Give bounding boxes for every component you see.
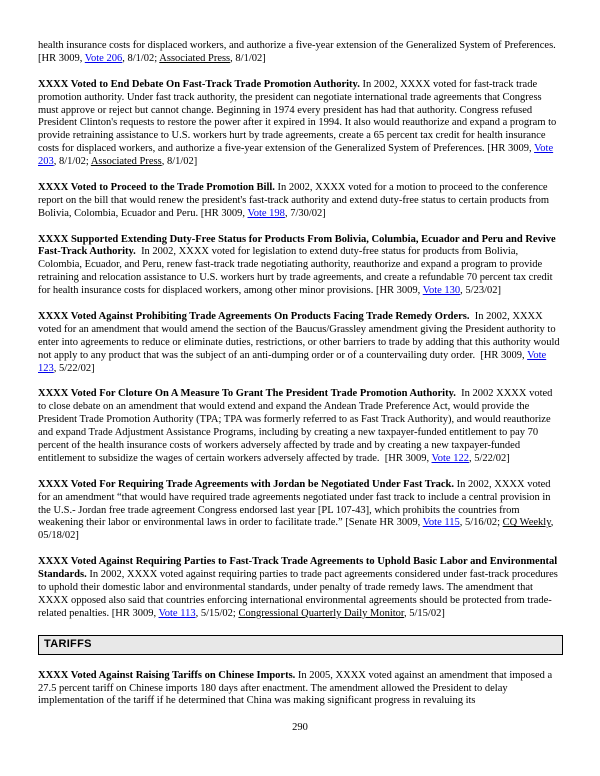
text-run: , 5/15/02; bbox=[195, 607, 239, 619]
bold-heading-run: XXXX Voted Against Requiring Parties to Fast-Track Trade Agreements to Uphold Basic Labor and Environmental Standards. bbox=[38, 556, 558, 581]
text-run: In 2002, XXXX voted for a motion to proceed to the conference report on the bill that would renew the president's fast-track authority and extend duty-free status to certain products from Bolivia, Colombia, Ecuador and Peru. [HR 3009, bbox=[38, 181, 549, 219]
paragraph-continuation bbox=[38, 40, 563, 66]
vote-link[interactable]: Vote 113 bbox=[158, 607, 196, 619]
paragraph-proceed-trade-promotion-bill bbox=[38, 182, 563, 221]
section-header-label: TARIFFS bbox=[44, 637, 92, 650]
text-run: In 2002, XXXX voted for fast-track trade promotion authority. Under fast track authority, the president can negotiate international trade agreements that Congress must approve or reject but cannot change. Beginning in 1974 every president has had that authority. Congress refused President Clinton's requests to restore the power after it expired in 1994. It also would reauthorize and expand a program to provide retraining assistance to U.S. workers hurt by trade agreements, create a 65 percent tax credit for health insurance costs for displaced workers, and authorize a five-year extension of the Generalized System of Preferences. [HR 3009, bbox=[38, 78, 557, 155]
text-run: , 5/16/02; bbox=[459, 517, 503, 529]
text-run: , 8/1/02; bbox=[122, 52, 160, 64]
bold-heading-run: XXXX Voted For Requiring Trade Agreements with Jordan be Negotiated Under Fast Track. bbox=[38, 478, 457, 490]
text-run: , 8/1/02] bbox=[230, 52, 266, 64]
text-run: , 8/1/02] bbox=[161, 156, 198, 168]
vote-link[interactable]: Vote 115 bbox=[422, 517, 460, 529]
bold-heading-run: XXXX Voted Against Raising Tariffs on Chinese Imports. bbox=[38, 669, 298, 681]
underlined-source-run: Associated Press bbox=[90, 156, 162, 168]
underlined-source-run: Congressional Quarterly Daily Monitor bbox=[238, 607, 404, 619]
underlined-source-run: CQ Weekly bbox=[502, 517, 551, 529]
text-run: , 5/15/02] bbox=[403, 607, 445, 619]
paragraph-cloture-tpa bbox=[38, 388, 563, 465]
text-run: , 8/1/02; bbox=[53, 156, 91, 168]
text-run: In 2002 XXXX voted to close debate on an amendment that would extend and expand the Andean Trade Preference Act, would provide the President Trade Promotion Authority (TPA; TPA was formerly referred to as Fast Track Authority), and would reauthorize and expand Trade Adjustment Assistance Programs, including by creating a new taxpayer-funded entitlement to pay 70 percent of the health insurance costs of workers adversely affected by trade and by creating a new taxpayer-funded entitlement to subsidize the wages of certain workers adversely affected by trade. [HR 3009, bbox=[38, 388, 553, 464]
text-run: health insurance costs for displaced workers, and authorize a five-year extension of the Generalized System of Preferences. [HR 3009, bbox=[38, 40, 556, 64]
vote-link[interactable]: Vote 130 bbox=[422, 285, 461, 297]
vote-link[interactable]: Vote 203 bbox=[38, 143, 554, 168]
bold-heading-run: XXXX Voted Against Prohibiting Trade Agreements On Products Facing Trade Remedy Orders. bbox=[38, 310, 475, 322]
vote-link[interactable]: Vote 122 bbox=[431, 452, 469, 464]
text-run: In 2002, XXXX voted for an amendment that would amend the section of the Baucus/Grassley amendment giving the President authority to enter into agreements to reduce or eliminate duties, restrictions, or other barriers to trade by adding that this authority would not apply to any product that was the subject of an anti-dumping order or of a countervailing duty order. [HR 3009, bbox=[38, 310, 560, 361]
underlined-source-run: Associated Press bbox=[159, 52, 231, 64]
text-run: , 7/30/02] bbox=[284, 207, 326, 219]
bold-heading-run: XXXX Voted to Proceed to the Trade Promotion Bill. bbox=[38, 181, 278, 193]
text-run: , 5/22/02] bbox=[53, 362, 95, 374]
document-body bbox=[38, 40, 563, 721]
text-run: , 05/18/02] bbox=[38, 517, 554, 542]
text-run: In 2002, XXXX voted for legislation to extend duty-free status for products from Bolivia, Colombia, Ecuador, and Peru, renew fast-track trade negotiating authority, reauthorize and expand a program to provide retraining and relocation assistance to U.S. workers hurt by trade agreements, and create a refundable 70 percent tax credit for health insurance costs for displaced workers, among other minor provisions. [HR 3009, bbox=[38, 246, 553, 297]
section-header-tariffs bbox=[38, 635, 563, 655]
paragraph-trade-remedy-orders bbox=[38, 311, 563, 376]
paragraph-chinese-imports-tariff bbox=[38, 670, 563, 709]
paragraph-labor-environmental-standards bbox=[38, 556, 563, 621]
bold-heading-run: XXXX Voted to End Debate On Fast-Track Trade Promotion Authority. bbox=[38, 78, 363, 90]
text-run: , 5/22/02] bbox=[468, 452, 510, 464]
paragraph-duty-free-status bbox=[38, 234, 563, 299]
paragraph-jordan-fast-track bbox=[38, 479, 563, 544]
text-run: In 2002, XXXX voted against requiring parties to trade pact agreements considered under fast-track procedures to uphold their domestic labor and environmental standards, under penalty of trade remedy laws. The amendment that XXXX opposed also said that countries enforcing international environmental agreements should be protected from trade-related penalties. [HR 3009, bbox=[38, 569, 558, 619]
text-run: In 2002, XXXX voted for an amendment “that would have required trade agreements negotiated under fast track to include a central provision in the U.S.- Jordan free trade agreement Congress endorsed last year [PL 107-43], which prohibits the countries from weakening their labor or environmental laws in order to facilitate trade.” [Senate HR 3009, bbox=[38, 478, 551, 529]
vote-link[interactable]: Vote 123 bbox=[38, 349, 547, 374]
text-run: In 2005, XXXX voted against an amendment that imposed a 27.5 percent tariff on Chinese imports 180 days after enactment. The amendment allowed the President to delay implementation of the tariff if he determined that China was making significant progress in revaluing its bbox=[38, 669, 553, 707]
bold-heading-run: XXXX Supported Extending Duty-Free Status for Products From Bolivia, Columbia, Ecuador and Peru and Revive Fast-Track Authority. bbox=[38, 233, 556, 258]
text-run: , 5/23/02] bbox=[460, 285, 502, 297]
vote-link[interactable]: Vote 206 bbox=[84, 52, 123, 64]
page-number: 290 bbox=[292, 722, 308, 733]
vote-link[interactable]: Vote 198 bbox=[247, 207, 285, 219]
paragraph-end-debate-fast-track bbox=[38, 79, 563, 169]
bold-heading-run: XXXX Voted For Cloture On A Measure To Grant The President Trade Promotion Authority. bbox=[38, 388, 462, 400]
